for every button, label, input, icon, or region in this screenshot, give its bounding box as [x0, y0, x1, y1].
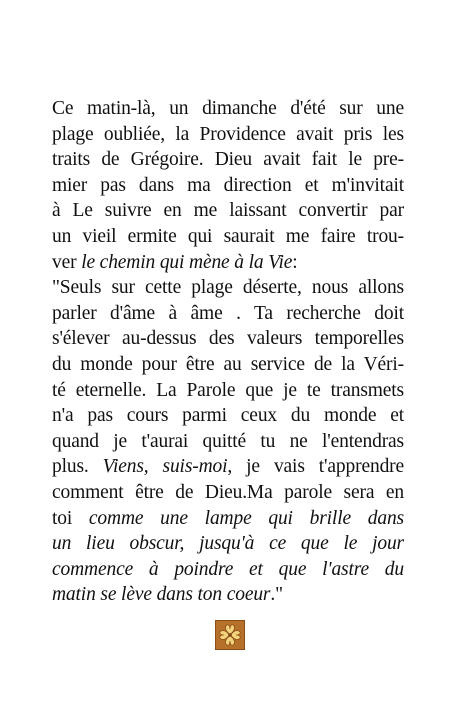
text-line: plage oubliée, la Providence avait pris les — [52, 123, 404, 145]
text-line: mier pas dans ma direction et m'invitait — [52, 174, 404, 196]
text-line: quand je t'aurai quitté tu ne l'entendras — [52, 430, 404, 452]
text-line: traits de Grégoire. Dieu avait fait le pre- — [52, 149, 404, 171]
text-line: "Seuls sur cette plage déserte, nous allons — [52, 277, 404, 299]
text-line — [52, 582, 404, 608]
text-run: : — [292, 251, 298, 273]
italic-phrase: Viens, suis-moi — [102, 456, 228, 478]
text-line — [52, 506, 404, 532]
text-line: Ce matin-là, un dimanche d'été sur une — [52, 98, 404, 119]
body-text — [52, 96, 404, 608]
text-line: n'a pas cours parmi ceux du monde et — [52, 405, 404, 427]
italic-phrase: comme une lampe qui brille dans — [88, 507, 404, 529]
text-line: parler d'âme à âme . Ta recherche doit — [52, 302, 404, 324]
text-run: ver — [52, 251, 82, 273]
text-line: comment être de Dieu.Ma parole sera en — [52, 481, 404, 503]
text-line: du monde pour être au service de la Véri- — [52, 353, 404, 375]
text-line: un vieil ermite qui saurait me faire trou- — [52, 225, 404, 247]
text-run: plus. — [52, 456, 103, 478]
text-line — [52, 454, 404, 480]
text-line: à Le suivre en me laissant convertir par — [52, 200, 404, 222]
four-petal-flower-icon — [215, 620, 245, 650]
italic-phrase: le chemin qui mène à la Vie — [81, 251, 293, 273]
text-run: , je vais t'apprendre — [227, 456, 405, 478]
text-run: toi — [52, 507, 89, 529]
italic-phrase: matin se lève dans ton coeur — [52, 584, 271, 606]
text-line — [52, 250, 404, 276]
italic-line: commence à poindre et que l'astre du — [52, 558, 404, 580]
ornament-graphic — [216, 621, 244, 649]
italic-line: un lieu obscur, jusqu'à ce que le jour — [52, 533, 404, 555]
text-run: ." — [270, 584, 283, 606]
text-line: té eternelle. La Parole que je te transmets — [52, 379, 404, 401]
text-line: s'élever au-dessus des valeurs temporelles — [52, 328, 404, 350]
